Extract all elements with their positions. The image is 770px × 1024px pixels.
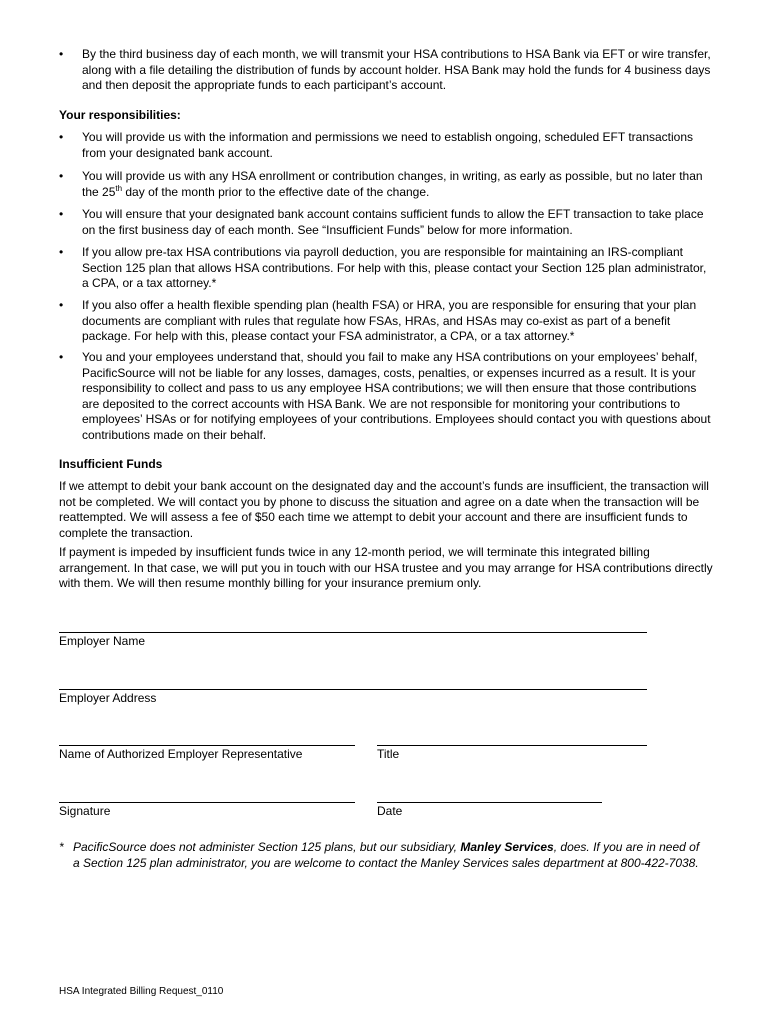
representative-label: Name of Authorized Employer Representative	[59, 747, 303, 761]
bullet-dot: •	[59, 130, 64, 144]
responsibility-text-part: day of the month prior to the effective date of the change.	[122, 184, 430, 199]
bullet-dot: •	[59, 245, 64, 259]
document-footer: HSA Integrated Billing Request_0110	[59, 986, 224, 997]
date-line[interactable]	[377, 802, 602, 803]
insufficient-funds-paragraph: If payment is impeded by insufficient funds twice in any 12-month period, we will terminate this integrated billing arrangement. In that case, we will put you in touch with our HSA trustee and you may arrange for HSA contributions directly with them. We will then resume monthly billing for your insurance premium only.	[59, 545, 713, 590]
responsibility-text: You will provide us with the information and permissions we need to establish ongoing, scheduled EFT transactions from your designated bank account.	[82, 130, 694, 160]
footnote-text-part: PacificSource does not administer Section 125 plans, but our subsidiary,	[73, 840, 461, 854]
manley-services-bold: Manley Services	[460, 840, 554, 854]
responsibility-text: If you also offer a health flexible spending plan (health FSA) or HRA, you are responsible for ensuring that your plan documents are compliant with rules that regulate how FSAs, HRAs, and HSAs may co-exist as part of a benefit package. For help with this, please contact your FSA administrator, a CPA, or a tax attorney.*	[82, 298, 697, 343]
footnote-text-part: , does. If you are in need of a Section 125 plan administrator, you are welcome to contact the Manley Services sales department at 800-422-7038.	[73, 840, 700, 870]
signature-line[interactable]	[59, 802, 355, 803]
bullet-dot: •	[59, 298, 64, 312]
employer-address-label: Employer Address	[59, 691, 157, 705]
title-label: Title	[377, 747, 400, 761]
bullet-dot: •	[59, 169, 64, 183]
bullet-dot: •	[59, 207, 64, 221]
date-label: Date	[377, 804, 403, 818]
footnote-text	[73, 840, 709, 871]
bullet-dot: •	[59, 350, 64, 364]
title-line[interactable]	[377, 745, 647, 746]
employer-name-label: Employer Name	[59, 634, 146, 648]
bullet-dot: •	[59, 47, 64, 61]
responsibility-text: You and your employees understand that, should you fail to make any HSA contributions on your employees’ behalf, PacificSource will not be liable for any losses, damages, costs, penalties, or expenses incurred as a result. It is your responsibility to collect and pass to us any employee HSA contributions; we will then ensure that those contributions are deposited to the correct accounts with HSA Bank. We are not responsible for monitoring your contributions to employees’ HSAs or for notifying employees of your contributions. Employees should contact you with questions about contributions made on their behalf.	[82, 350, 711, 442]
intro-bullet-text: By the third business day of each month, we will transmit your HSA contributions to HSA Bank via EFT or wire transfer, along with a file detailing the distribution of funds by account holder. HSA Bank may hold the funds for 4 business days and then deposit the appropriate funds to each participant’s account.	[82, 47, 711, 92]
insufficient-funds-paragraph: If we attempt to debit your bank account on the designated day and the account’s funds are insufficient, the transaction will not be completed. We will contact you by phone to discuss the situation and agree on a date when the transaction will be reattempted. We will assess a fee of $50 each time we attempt to debit your account and there are insufficient funds to complete the transaction.	[59, 479, 709, 540]
superscript: th	[115, 183, 123, 193]
signature-label: Signature	[59, 804, 111, 818]
representative-line[interactable]	[59, 745, 355, 746]
employer-address-line[interactable]	[59, 689, 647, 690]
responsibility-text-part: You will provide us with any HSA enrollment or contribution changes, in writing, as early as possible, but no later than the 25	[82, 169, 703, 199]
responsibilities-heading: Your responsibilities:	[59, 108, 181, 122]
responsibility-text	[82, 169, 712, 200]
footnote-star: *	[59, 840, 64, 854]
insufficient-funds-heading: Insufficient Funds	[59, 457, 163, 471]
responsibility-text: If you allow pre-tax HSA contributions via payroll deduction, you are responsible for maintaining an IRS-compliant Section 125 plan that allows HSA contributions. For help with this, please contact your Section 125 plan administrator, a CPA, or a tax attorney.*	[82, 245, 707, 290]
employer-name-line[interactable]	[59, 632, 647, 633]
responsibility-text: You will ensure that your designated bank account contains sufficient funds to allow the EFT transaction to take place on the first business day of each month. See “Insufficient Funds” below for more information.	[82, 207, 704, 237]
